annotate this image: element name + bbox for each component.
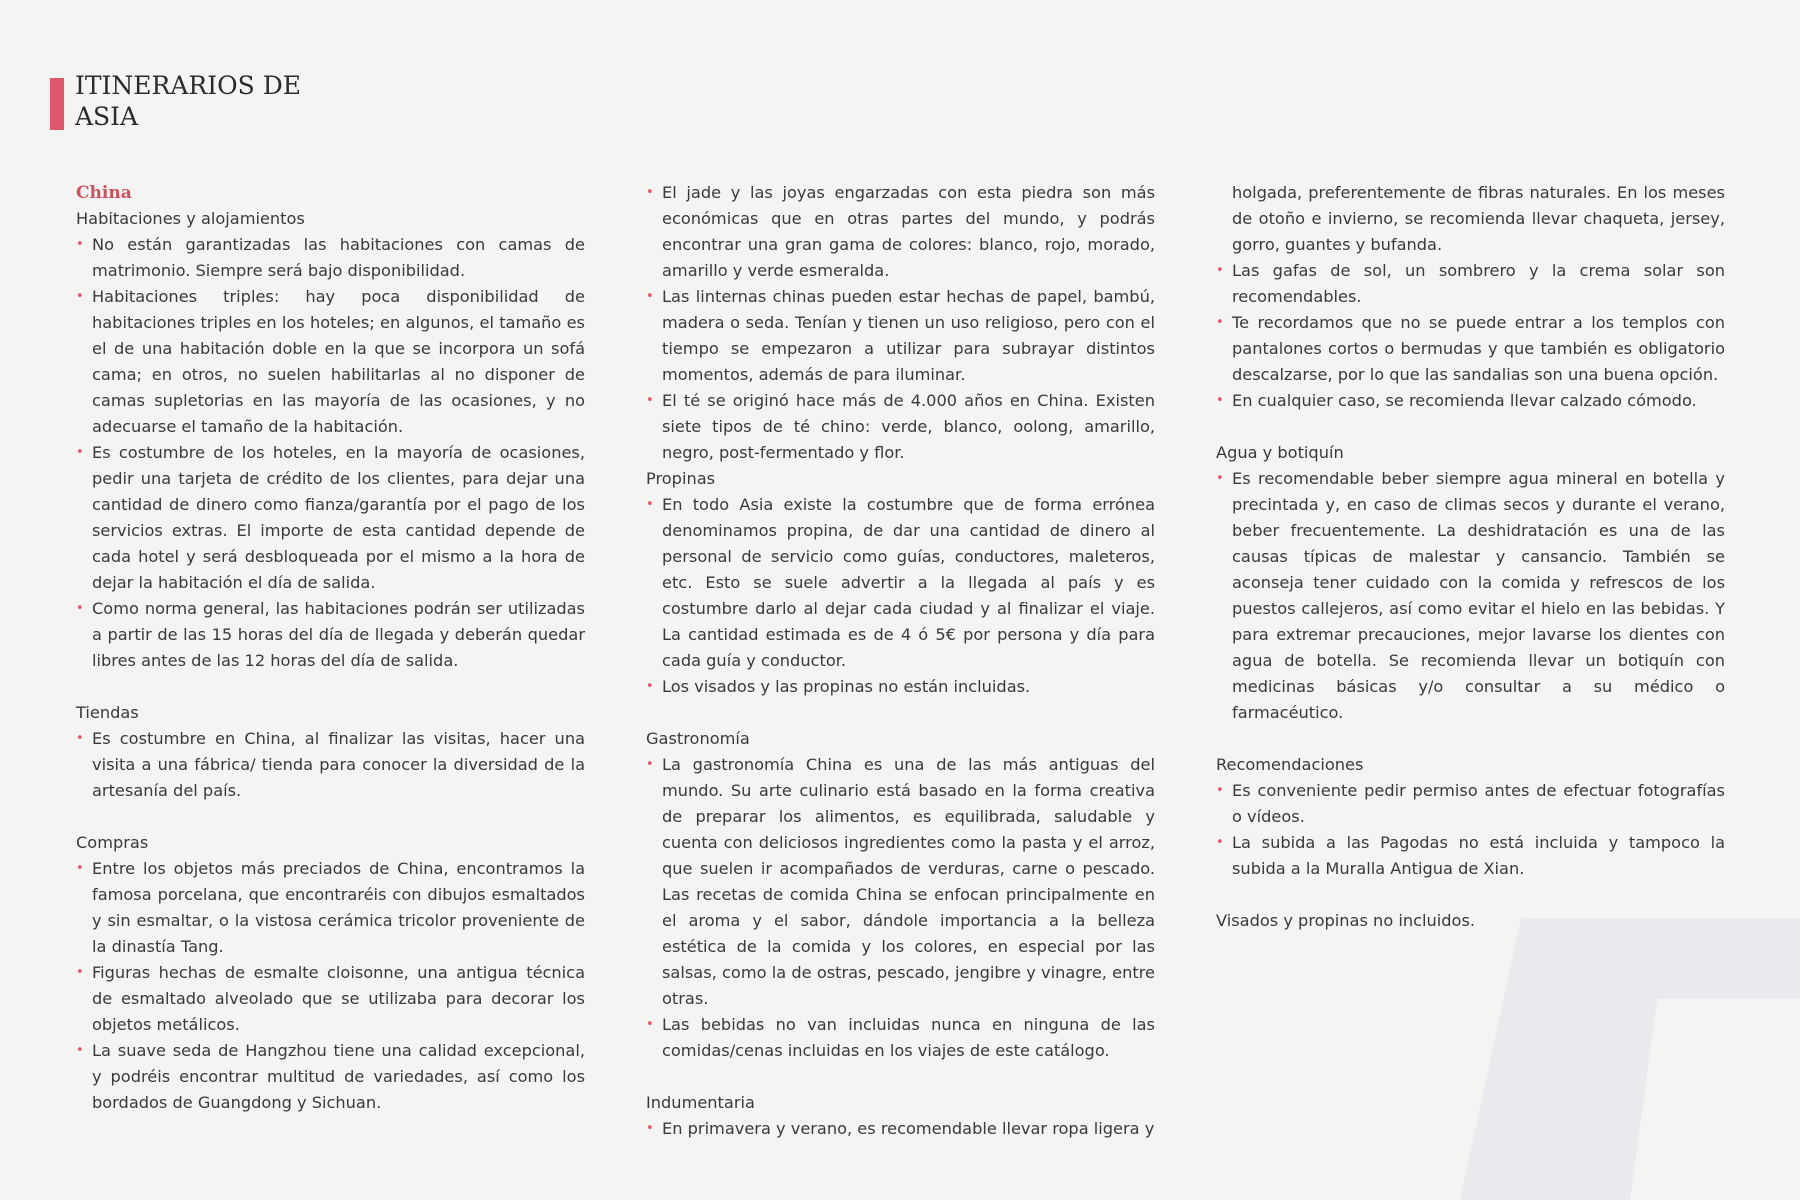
list-item: • El té se originó hace más de 4.000 años en China. Existen siete tipos de té chino: verde, blanco, oolong, amarillo, negro, post-fermentado y flor. xyxy=(646,388,1155,466)
list-item: • La gastronomía China es una de las más antiguas del mundo. Su arte culinario está basado en la forma creativa de preparar los alimentos, es equilibrada, saludable y cuenta con deliciosos ingredientes como la pasta y el arroz, que suelen ir acompañados de verduras, carne o pescado. Las recetas de comida China se enfocan principalmente en el aroma y el sabor, dándole importancia a la belleza estética de la comida y los colores, en especial por las salsas, como la de ostras, pescado, jengibre y vinagre, entre otras. xyxy=(646,752,1155,1012)
list-item: • Habitaciones triples: hay poca disponibilidad de habitaciones triples en los hoteles; en algunos, el tamaño es el de una habitación doble en la que se incorpora un sofá cama; en otros, no suelen habilitarlas al no disponer de camas supletorias en las mayoría de las ocasiones, y no adecuarse el tamaño de la habitación. xyxy=(76,284,585,440)
list-item: • Las gafas de sol, un sombrero y la crema solar son recomendables. xyxy=(1216,258,1725,310)
list-item: • Las bebidas no van incluidas nunca en ninguna de las comidas/cenas incluidas en los viajes de este catálogo. xyxy=(646,1012,1155,1064)
list-item: • En cualquier caso, se recomienda llevar calzado cómodo. xyxy=(1216,388,1725,414)
section-title-indumentaria: Indumentaria xyxy=(646,1093,755,1112)
section-title-compras: Compras xyxy=(76,833,149,852)
list-item: • Es costumbre de los hoteles, en la mayoría de ocasiones, pedir una tarjeta de crédito de los clientes, para dejar una cantidad de dinero como fianza/garantía por el pago de los servicios extras. El importe de esta cantidad depende de cada hotel y será desbloqueada por el mismo a la hora de dejar la habitación el día de salida. xyxy=(76,440,585,596)
background-decorative-shape xyxy=(1460,900,1800,1200)
list-item: • Es costumbre en China, al finalizar las visitas, hacer una visita a una fábrica/ tienda para conocer la diversidad de la artesanía del país. xyxy=(76,726,585,804)
section-title-recomendaciones: Recomendaciones xyxy=(1216,755,1364,774)
list-item-continuation: holgada, preferentemente de fibras naturales. En los meses de otoño e invierno, se recomienda llevar chaqueta, jersey, gorro, guantes y bufanda. xyxy=(1232,183,1725,254)
section-title-gastronomia: Gastronomía xyxy=(646,729,750,748)
list-item: • La suave seda de Hangzhou tiene una calidad excepcional, y podréis encontrar multitud de variedades, así como los bordados de Guangdong y Sichuan. xyxy=(76,1038,585,1116)
column-2 xyxy=(646,180,1155,1142)
country-heading: China xyxy=(76,183,132,203)
header-accent-bar xyxy=(50,78,64,130)
column-3 xyxy=(1216,180,1725,934)
list-item: • El jade y las joyas engarzadas con esta piedra son más económicas que en otras partes del mundo, y podrás encontrar una gran gama de colores: blanco, rojo, morado, amarillo y verde esmeralda. xyxy=(646,180,1155,284)
list-item: • No están garantizadas las habitaciones con camas de matrimonio. Siempre será bajo disponibilidad. xyxy=(76,232,585,284)
section-title-agua: Agua y botiquín xyxy=(1216,443,1344,462)
footer-note: Visados y propinas no incluidos. xyxy=(1216,911,1476,930)
list-item: • Entre los objetos más preciados de China, encontramos la famosa porcelana, que encontraréis con dibujos esmaltados y sin esmaltar, o la vistosa cerámica tricolor proveniente de la dinastía Tang. xyxy=(76,856,585,960)
list-item: • Es conveniente pedir permiso antes de efectuar fotografías o vídeos. xyxy=(1216,778,1725,830)
list-item: • En todo Asia existe la costumbre que de forma errónea denominamos propina, de dar una cantidad de dinero al personal de servicio como guías, conductores, maleteros, etc. Esto se suele advertir a la llegada al país y es costumbre darlo al dejar cada ciudad y al finalizar el viaje. La cantidad estimada es de 4 ó 5€ por persona y día para cada guía y conductor. xyxy=(646,492,1155,674)
list-item: • La subida a las Pagodas no está incluida y tampoco la subida a la Muralla Antigua de Xian. xyxy=(1216,830,1725,882)
list-item: • En primavera y verano, es recomendable llevar ropa ligera y xyxy=(646,1116,1155,1142)
list-item: • Figuras hechas de esmalte cloisonne, una antigua técnica de esmaltado alveolado que se utilizaba para decorar los objetos metálicos. xyxy=(76,960,585,1038)
section-title-habitaciones: Habitaciones y alojamientos xyxy=(76,209,305,228)
list-item: • Es recomendable beber siempre agua mineral en botella y precintada y, en caso de climas secos y durante el verano, beber frecuentemente. La deshidratación es una de las causas típicas de malestar y cansancio. También se aconseja tener cuidado con la comida y refrescos de los puestos callejeros, así como evitar el hielo en las bebidas. Y para extremar precauciones, mejor lavarse los dientes con agua de botella. Se recomienda llevar un botiquín con medicinas básicas y/o consultar a su médico o farmacéutico. xyxy=(1216,466,1725,726)
column-1 xyxy=(76,180,585,1116)
page-title: ITINERARIOS DE ASIA xyxy=(75,71,301,131)
section-title-tiendas: Tiendas xyxy=(76,703,139,722)
section-title-propinas: Propinas xyxy=(646,469,716,488)
list-item: • Como norma general, las habitaciones podrán ser utilizadas a partir de las 15 horas del día de llegada y deberán quedar libres antes de las 12 horas del día de salida. xyxy=(76,596,585,674)
list-item: • Los visados y las propinas no están incluidas. xyxy=(646,674,1155,700)
list-item: • Las linternas chinas pueden estar hechas de papel, bambú, madera o seda. Tenían y tienen un uso religioso, pero con el tiempo se empezaron a utilizar para subrayar distintos momentos, además de para iluminar. xyxy=(646,284,1155,388)
list-item: • Te recordamos que no se puede entrar a los templos con pantalones cortos o bermudas y que también es obligatorio descalzarse, por lo que las sandalias son una buena opción. xyxy=(1216,310,1725,388)
